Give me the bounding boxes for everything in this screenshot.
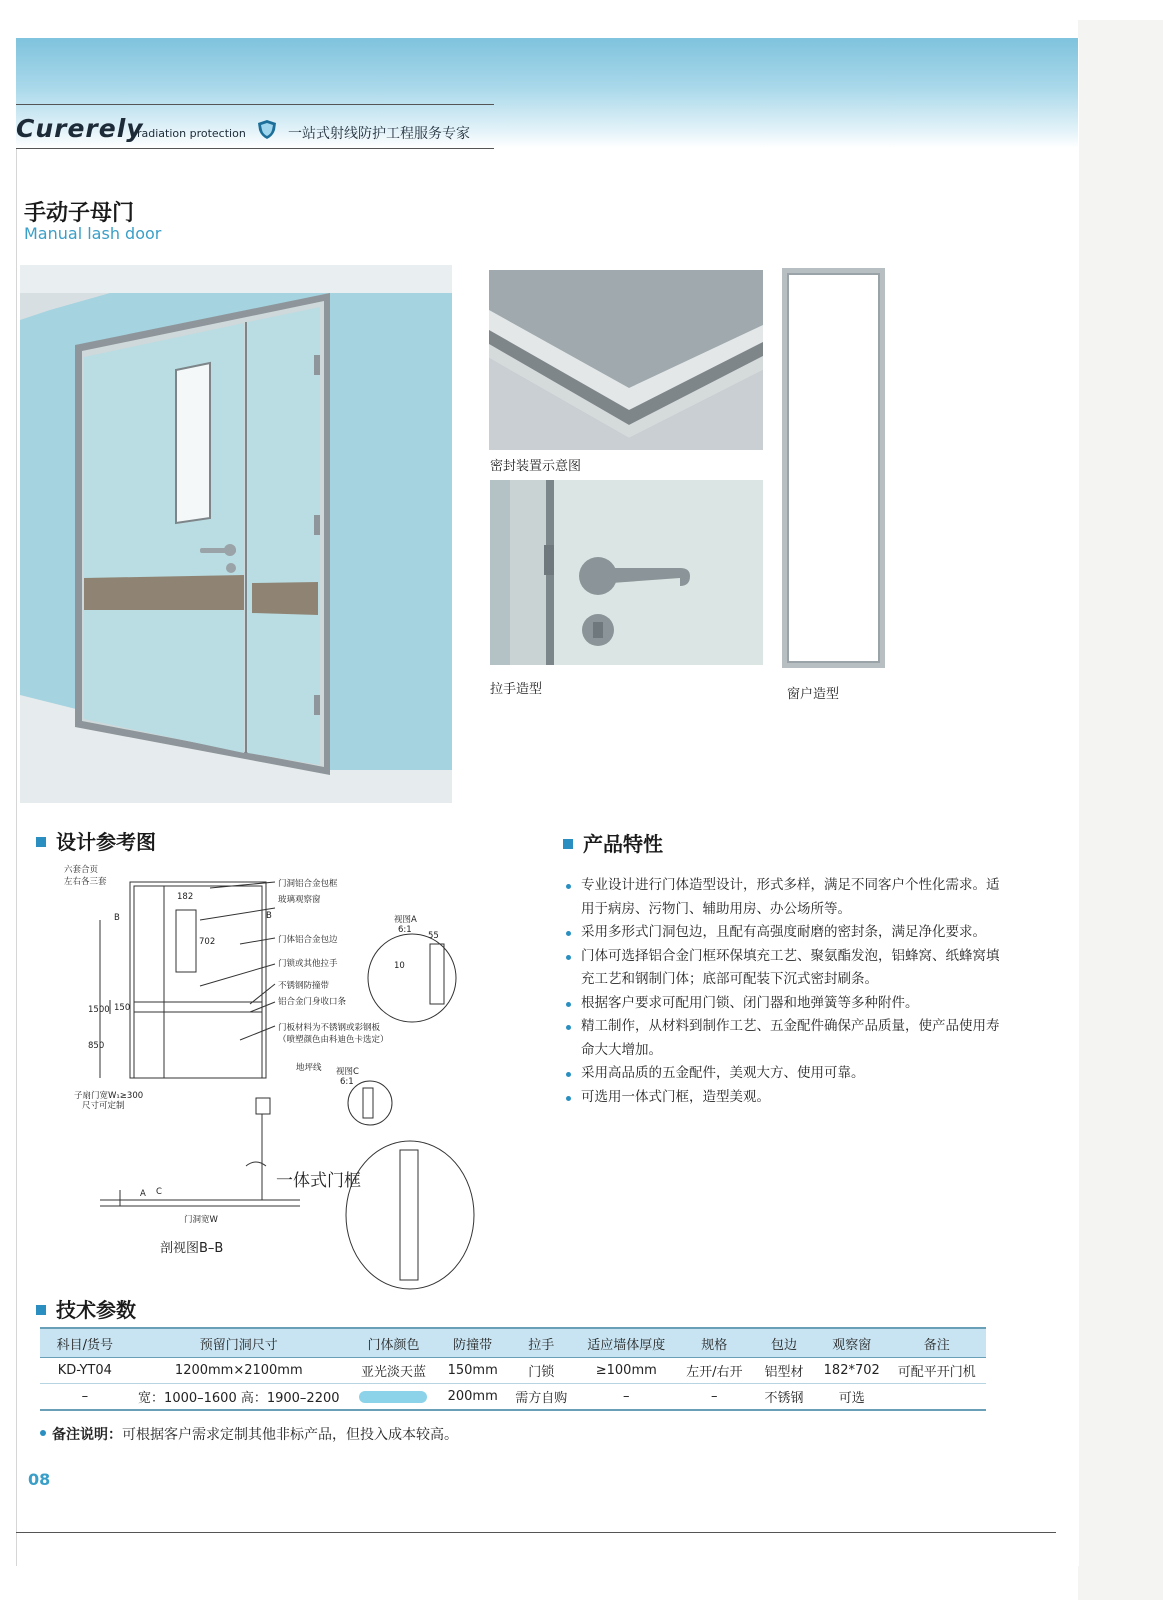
callout-frame: 门洞铝合金包框 xyxy=(278,879,338,889)
view-a-dim-55: 55 xyxy=(428,931,439,941)
col-header: 防撞带 xyxy=(439,1328,506,1358)
col-header: 备注 xyxy=(887,1328,986,1358)
view-a-dim-10: 10 xyxy=(394,961,405,971)
shield-icon xyxy=(256,118,278,140)
cell: – xyxy=(676,1384,752,1411)
feature-item: 精工制作，从材料到制作工艺、五金配件确保产品质量，使产品使用寿命大大增加。 xyxy=(563,1015,1003,1062)
brand-slogan: 一站式射线防护工程服务专家 xyxy=(288,126,470,142)
cell: 可配平开门机 xyxy=(887,1358,986,1384)
door-illustration xyxy=(20,265,452,803)
remark-note xyxy=(40,1424,458,1444)
callout-bumper: 不锈钢防撞带 xyxy=(278,981,330,991)
page-title: 手动子母门 xyxy=(24,201,135,226)
leaf-width-note: 子扇门宽W₁≥300 xyxy=(74,1091,144,1101)
cell: 左开/右开 xyxy=(676,1358,752,1384)
view-a-label: 视图A xyxy=(394,915,417,925)
cell: – xyxy=(576,1384,676,1411)
callout-color: （喷塑颜色由科迪色卡选定） xyxy=(278,1035,389,1045)
cell: 1200mm×2100mm xyxy=(130,1358,348,1384)
mark-b-right: B xyxy=(266,911,272,921)
integrated-frame-label: 一体式门框 xyxy=(276,1171,361,1191)
square-bullet-icon xyxy=(36,1305,46,1315)
params-table xyxy=(40,1327,986,1411)
cell: 亚光淡天蓝 xyxy=(348,1358,439,1384)
cell: 200mm xyxy=(439,1384,506,1411)
cell: 不锈钢 xyxy=(752,1384,816,1411)
caption-handle: 拉手造型 xyxy=(490,682,543,697)
page-title-en: Manual lash door xyxy=(24,224,162,243)
dim-1500: 1500 xyxy=(88,1005,110,1015)
brand-subtitle: radiation protection xyxy=(137,127,246,140)
col-header: 门体颜色 xyxy=(348,1328,439,1358)
window-photo xyxy=(782,268,885,668)
view-c-label: 视图C xyxy=(336,1067,359,1077)
feature-item: 根据客户要求可配用门锁、闭门器和地弹簧等多种附件。 xyxy=(563,992,1003,1016)
cell: 182*702 xyxy=(816,1358,887,1384)
remark-text: 可根据客户需求定制其他非标产品，但投入成本较高。 xyxy=(122,1427,458,1443)
header-rule-top xyxy=(16,104,494,105)
feature-item: 采用多形式门洞包边，且配有高强度耐磨的密封条，满足净化要求。 xyxy=(563,921,1003,945)
square-bullet-icon xyxy=(36,837,46,847)
table-header-row xyxy=(40,1328,986,1358)
section-design: 设计参考图 xyxy=(36,826,156,855)
feature-item: 可选用一体式门框，造型美观。 xyxy=(563,1086,1003,1110)
page-number: 08 xyxy=(28,1470,51,1489)
table-row xyxy=(40,1384,986,1411)
dim-702: 702 xyxy=(199,937,216,947)
col-header: 科目/货号 xyxy=(40,1328,130,1358)
mark-a: A xyxy=(140,1189,146,1199)
callout-window: 玻璃观察窗 xyxy=(278,895,321,905)
caption-window: 窗户造型 xyxy=(787,687,840,702)
view-a-scale: 6:1 xyxy=(398,925,412,935)
cell: 宽：1000–1600 高：1900–2200 xyxy=(130,1384,348,1411)
view-c-scale: 6:1 xyxy=(340,1077,354,1087)
section-view-caption: 剖视图B–B xyxy=(160,1241,224,1256)
cell: 铝型材 xyxy=(752,1358,816,1384)
color-swatch xyxy=(359,1391,427,1403)
table-row xyxy=(40,1358,986,1384)
diagram-hinge-label-2: 左右各三套 xyxy=(64,877,107,887)
callout-strip: 铝合金门身收口条 xyxy=(278,997,347,1007)
leaf-width-note-2: 尺寸可定制 xyxy=(82,1101,125,1111)
footer-rule xyxy=(16,1532,1056,1533)
cell: KD-YT04 xyxy=(40,1358,130,1384)
cell xyxy=(348,1384,439,1411)
feature-item: 门体可选择铝合金门框环保填充工艺、聚氨酯发泡，铝蜂窝、纸蜂窝填充工艺和钢制门体；底部可配装下沉式密封刷条。 xyxy=(563,945,1003,992)
col-header: 观察窗 xyxy=(816,1328,887,1358)
dim-850: 850 xyxy=(88,1041,105,1051)
feature-item: 专业设计进行门体造型设计，形式多样，满足不同客户个性化需求。适用于病房、污物门、辅助用房、办公场所等。 xyxy=(563,874,1003,921)
mark-b-left: B xyxy=(114,913,120,923)
dim-182: 182 xyxy=(177,892,194,902)
cell: 门锁 xyxy=(506,1358,576,1384)
remark-label: 备注说明： xyxy=(52,1427,122,1443)
bullet-icon xyxy=(40,1430,46,1436)
opening-width-label: 门洞宽W xyxy=(184,1215,218,1225)
cell: ≥100mm xyxy=(576,1358,676,1384)
feature-item: 采用高品质的五金配件，美观大方、使用可靠。 xyxy=(563,1062,1003,1086)
seal-detail-photo xyxy=(489,270,763,450)
design-diagram xyxy=(60,860,480,1300)
cell xyxy=(887,1384,986,1411)
handle-photo xyxy=(490,480,763,665)
callout-material: 门板材料为不锈钢或彩钢板 xyxy=(278,1023,381,1033)
mark-c: C xyxy=(156,1187,162,1197)
section-features: 产品特性 xyxy=(563,828,663,857)
col-header: 预留门洞尺寸 xyxy=(130,1328,348,1358)
col-header: 适应墙体厚度 xyxy=(576,1328,676,1358)
col-header: 规格 xyxy=(676,1328,752,1358)
square-bullet-icon xyxy=(563,839,573,849)
brand-logo: Curerely xyxy=(16,114,144,143)
caption-seal: 密封装置示意图 xyxy=(490,459,582,474)
cell: 需方自购 xyxy=(506,1384,576,1411)
col-header: 包边 xyxy=(752,1328,816,1358)
floor-line-label: 地坪线 xyxy=(296,1063,322,1073)
page-edge xyxy=(1078,20,1163,1600)
col-header: 拉手 xyxy=(506,1328,576,1358)
diagram-hinge-label: 六套合页 xyxy=(64,865,99,875)
features-list xyxy=(563,874,1003,1109)
callout-lock: 门锁或其他拉手 xyxy=(278,959,338,969)
cell: 150mm xyxy=(439,1358,506,1384)
cell: – xyxy=(40,1384,130,1411)
section-params: 技术参数 xyxy=(36,1294,136,1323)
cell: 可选 xyxy=(816,1384,887,1411)
door-photo xyxy=(20,265,452,803)
header-rule-bottom xyxy=(16,148,494,149)
dim-150: 150 xyxy=(114,1003,131,1013)
callout-edge: 门体铝合金包边 xyxy=(278,935,338,945)
